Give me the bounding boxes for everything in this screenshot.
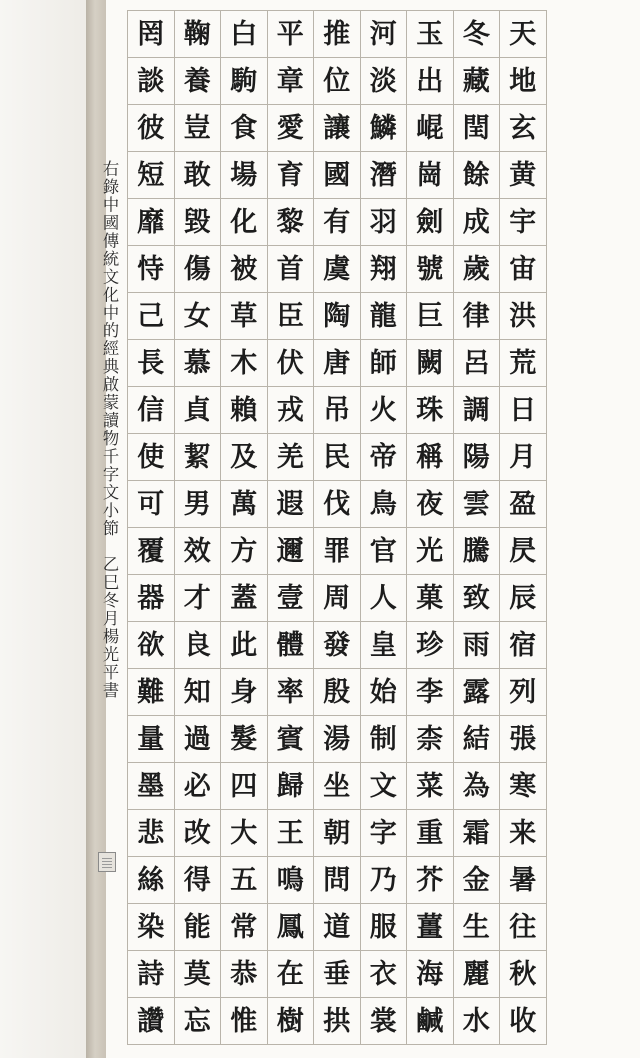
character-cell: 昃 [500,528,547,575]
character-cell: 惟 [221,998,268,1045]
character-cell: 平 [268,11,315,58]
character-cell: 莫 [175,951,222,998]
character-cell: 餘 [454,152,501,199]
character-cell: 乃 [361,857,408,904]
character-cell: 露 [454,669,501,716]
character-cell: 推 [314,11,361,58]
character-cell: 吊 [314,387,361,434]
character-cell: 裳 [361,998,408,1045]
character-cell: 垂 [314,951,361,998]
character-cell: 化 [221,199,268,246]
character-cell: 男 [175,481,222,528]
character-cell: 闕 [407,340,454,387]
character-cell: 萬 [221,481,268,528]
character-cell: 重 [407,810,454,857]
character-cell: 衣 [361,951,408,998]
character-cell: 恃 [128,246,175,293]
character-cell: 致 [454,575,501,622]
character-cell: 王 [268,810,315,857]
character-cell: 絲 [128,857,175,904]
character-cell: 慕 [175,340,222,387]
character-cell: 傷 [175,246,222,293]
character-cell: 鹹 [407,998,454,1045]
character-cell: 崐 [407,105,454,152]
character-cell: 芥 [407,857,454,904]
character-cell: 發 [314,622,361,669]
character-cell: 菓 [407,575,454,622]
character-cell: 師 [361,340,408,387]
character-cell: 率 [268,669,315,716]
character-cell: 始 [361,669,408,716]
character-cell: 宇 [500,199,547,246]
character-cell: 位 [314,58,361,105]
character-cell: 稱 [407,434,454,481]
character-cell: 毀 [175,199,222,246]
character-cell: 鞠 [175,11,222,58]
character-cell: 邇 [268,528,315,575]
character-cell: 歲 [454,246,501,293]
character-cell: 潛 [361,152,408,199]
character-cell: 此 [221,622,268,669]
character-cell: 改 [175,810,222,857]
character-cell: 己 [128,293,175,340]
character-cell: 殷 [314,669,361,716]
character-cell: 愛 [268,105,315,152]
character-cell: 天 [500,11,547,58]
character-cell: 巨 [407,293,454,340]
character-cell: 往 [500,904,547,951]
character-cell: 麗 [454,951,501,998]
character-cell: 忘 [175,998,222,1045]
character-cell: 恭 [221,951,268,998]
character-cell: 翔 [361,246,408,293]
character-cell: 雨 [454,622,501,669]
character-cell: 朝 [314,810,361,857]
character-cell: 木 [221,340,268,387]
character-cell: 量 [128,716,175,763]
character-cell: 光 [407,528,454,575]
character-cell: 女 [175,293,222,340]
character-cell: 字 [361,810,408,857]
character-cell: 皇 [361,622,408,669]
character-cell: 賓 [268,716,315,763]
character-cell: 良 [175,622,222,669]
character-cell: 器 [128,575,175,622]
character-cell: 河 [361,11,408,58]
character-cell: 荒 [500,340,547,387]
character-cell: 律 [454,293,501,340]
character-cell: 金 [454,857,501,904]
character-cell: 在 [268,951,315,998]
character-cell: 才 [175,575,222,622]
character-cell: 身 [221,669,268,716]
character-cell: 長 [128,340,175,387]
character-cell: 體 [268,622,315,669]
character-cell: 月 [500,434,547,481]
character-cell: 信 [128,387,175,434]
character-cell: 常 [221,904,268,951]
character-cell: 養 [175,58,222,105]
character-cell: 出 [407,58,454,105]
character-cell: 難 [128,669,175,716]
character-cell: 菜 [407,763,454,810]
character-cell: 火 [361,387,408,434]
character-cell: 絜 [175,434,222,481]
character-cell: 玄 [500,105,547,152]
character-cell: 白 [221,11,268,58]
character-cell: 效 [175,528,222,575]
character-cell: 民 [314,434,361,481]
character-cell: 罪 [314,528,361,575]
character-cell: 鳳 [268,904,315,951]
character-cell: 地 [500,58,547,105]
character-cell: 染 [128,904,175,951]
character-cell: 覆 [128,528,175,575]
character-cell: 賴 [221,387,268,434]
character-cell: 草 [221,293,268,340]
character-cell: 讓 [314,105,361,152]
character-cell: 秋 [500,951,547,998]
character-cell: 使 [128,434,175,481]
character-cell: 唐 [314,340,361,387]
character-cell: 海 [407,951,454,998]
character-cell: 鳴 [268,857,315,904]
character-cell: 官 [361,528,408,575]
character-cell: 珍 [407,622,454,669]
character-cell: 悲 [128,810,175,857]
character-cell: 伏 [268,340,315,387]
character-cell: 黎 [268,199,315,246]
character-cell: 張 [500,716,547,763]
character-cell: 盈 [500,481,547,528]
character-cell: 食 [221,105,268,152]
character-cell: 可 [128,481,175,528]
character-cell: 列 [500,669,547,716]
character-cell: 呂 [454,340,501,387]
character-cell: 貞 [175,387,222,434]
character-cell: 雲 [454,481,501,528]
character-cell: 羌 [268,434,315,481]
character-cell: 湯 [314,716,361,763]
character-cell: 談 [128,58,175,105]
character-cell: 成 [454,199,501,246]
character-cell: 駒 [221,58,268,105]
character-cell: 靡 [128,199,175,246]
character-cell: 柰 [407,716,454,763]
character-cell: 帝 [361,434,408,481]
character-cell: 臣 [268,293,315,340]
left-background [0,0,86,1058]
character-cell: 文 [361,763,408,810]
character-cell: 收 [500,998,547,1045]
character-cell: 能 [175,904,222,951]
character-cell: 號 [407,246,454,293]
character-cell: 讚 [128,998,175,1045]
character-cell: 来 [500,810,547,857]
character-cell: 鳥 [361,481,408,528]
character-cell: 水 [454,998,501,1045]
character-cell: 四 [221,763,268,810]
artist-seal [98,852,116,872]
character-cell: 夜 [407,481,454,528]
character-cell: 必 [175,763,222,810]
character-cell: 服 [361,904,408,951]
character-cell: 珠 [407,387,454,434]
character-cell: 冬 [454,11,501,58]
character-cell: 知 [175,669,222,716]
character-cell: 過 [175,716,222,763]
character-cell: 戎 [268,387,315,434]
character-cell: 洪 [500,293,547,340]
character-cell: 玉 [407,11,454,58]
character-cell: 制 [361,716,408,763]
character-cell: 樹 [268,998,315,1045]
character-cell: 拱 [314,998,361,1045]
character-cell: 為 [454,763,501,810]
character-cell: 辰 [500,575,547,622]
character-cell: 髮 [221,716,268,763]
character-grid [127,10,547,1045]
character-cell: 及 [221,434,268,481]
character-cell: 道 [314,904,361,951]
artist-inscription: 右錄中國傳統文化中的經典啟蒙讀物千字文小節 乙巳冬月楊光平書 [100,160,119,700]
character-cell: 短 [128,152,175,199]
character-cell: 首 [268,246,315,293]
character-cell: 龍 [361,293,408,340]
character-cell: 結 [454,716,501,763]
character-cell: 伐 [314,481,361,528]
character-cell: 霜 [454,810,501,857]
character-cell: 罔 [128,11,175,58]
character-cell: 歸 [268,763,315,810]
character-cell: 壹 [268,575,315,622]
character-cell: 閏 [454,105,501,152]
character-cell: 陶 [314,293,361,340]
character-cell: 敢 [175,152,222,199]
character-cell: 方 [221,528,268,575]
character-cell: 崗 [407,152,454,199]
character-cell: 人 [361,575,408,622]
character-cell: 場 [221,152,268,199]
character-cell: 遐 [268,481,315,528]
character-cell: 劍 [407,199,454,246]
character-cell: 黄 [500,152,547,199]
character-cell: 暑 [500,857,547,904]
character-cell: 五 [221,857,268,904]
character-cell: 虞 [314,246,361,293]
character-cell: 蓋 [221,575,268,622]
character-cell: 周 [314,575,361,622]
character-cell: 育 [268,152,315,199]
character-cell: 薑 [407,904,454,951]
character-cell: 鱗 [361,105,408,152]
character-cell: 陽 [454,434,501,481]
character-cell: 宿 [500,622,547,669]
character-cell: 欲 [128,622,175,669]
character-cell: 騰 [454,528,501,575]
character-cell: 墨 [128,763,175,810]
character-cell: 日 [500,387,547,434]
character-cell: 得 [175,857,222,904]
character-cell: 羽 [361,199,408,246]
character-cell: 詩 [128,951,175,998]
character-cell: 淡 [361,58,408,105]
character-cell: 有 [314,199,361,246]
character-cell: 宙 [500,246,547,293]
character-cell: 被 [221,246,268,293]
character-cell: 問 [314,857,361,904]
character-cell: 大 [221,810,268,857]
character-cell: 章 [268,58,315,105]
character-cell: 豈 [175,105,222,152]
character-cell: 彼 [128,105,175,152]
character-cell: 坐 [314,763,361,810]
character-cell: 藏 [454,58,501,105]
character-cell: 李 [407,669,454,716]
character-cell: 國 [314,152,361,199]
character-cell: 寒 [500,763,547,810]
character-cell: 生 [454,904,501,951]
character-cell: 調 [454,387,501,434]
